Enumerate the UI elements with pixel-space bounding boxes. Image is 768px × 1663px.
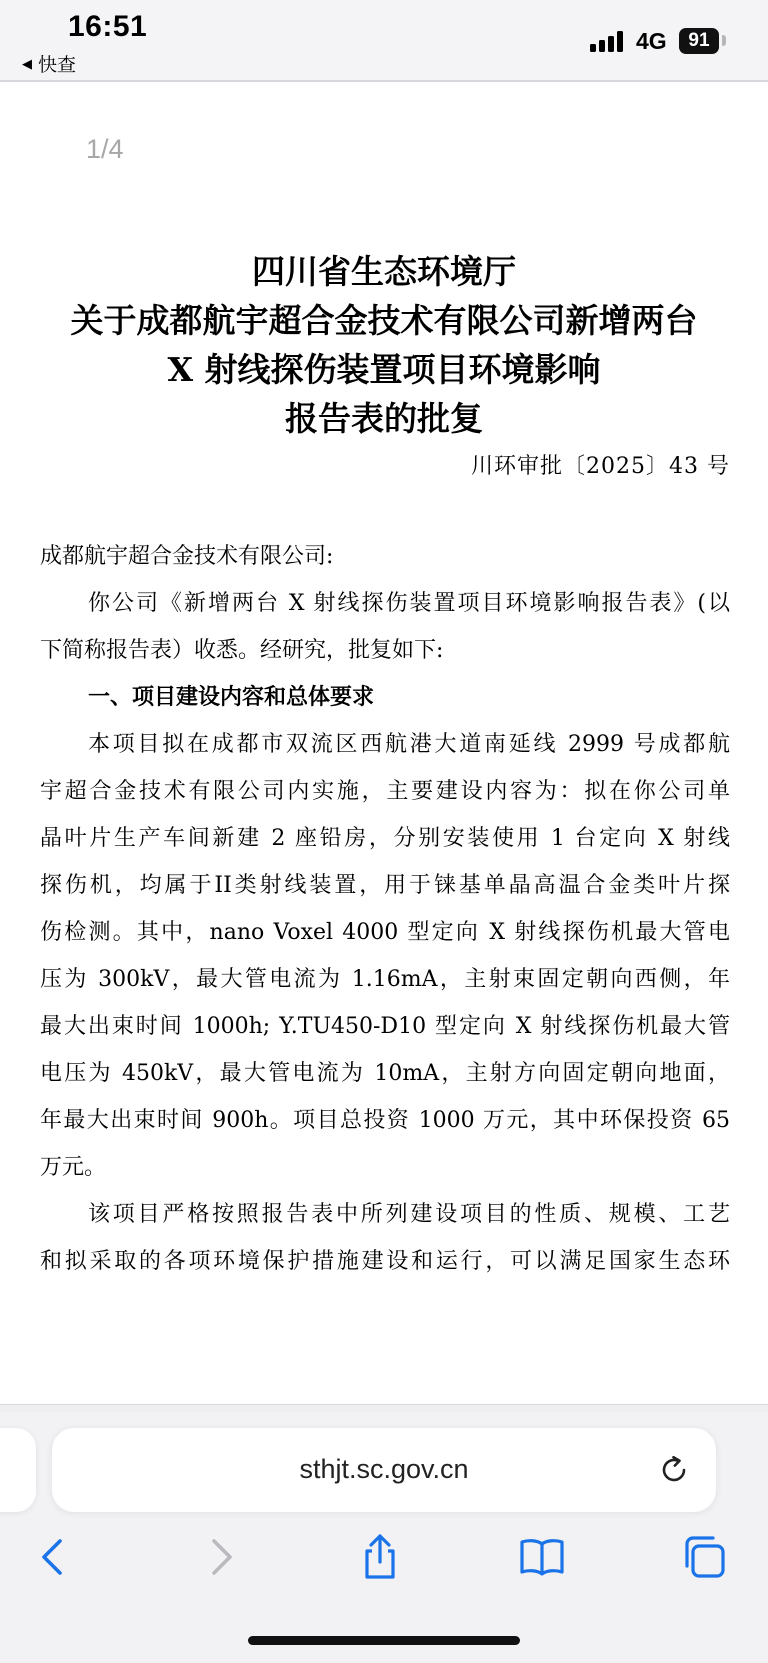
title-line: X 射线探伤装置项目环境影响 bbox=[167, 350, 601, 389]
body-line: 下简称报告表）收悉。经研究，批复如下: bbox=[40, 638, 444, 663]
body-line: 你公司《新增两台 X 射线探伤装置项目环境影响报告表》(以 bbox=[88, 591, 730, 616]
url-text[interactable]: sthjt.sc.gov.cn bbox=[299, 1454, 469, 1484]
document-title bbox=[0, 247, 768, 443]
title-line: 报告表的批复 bbox=[285, 399, 483, 438]
body-line: 最大出束时间 1000h; Y.TU450-D10 型定向 X 射线探伤机最大管 bbox=[40, 1014, 730, 1039]
bookmarks-icon[interactable] bbox=[518, 1533, 566, 1581]
salutation: 成都航宇超合金技术有限公司: bbox=[40, 544, 334, 569]
battery-icon: 91 bbox=[679, 28, 719, 54]
share-icon[interactable] bbox=[356, 1533, 404, 1581]
body-line: 探伤机，均属于II类射线装置，用于铼基单晶高温合金类叶片探 bbox=[40, 873, 730, 898]
title-line: 关于成都航宇超合金技术有限公司新增两台 bbox=[70, 301, 698, 340]
back-to-app-button[interactable] bbox=[22, 50, 76, 77]
battery-cap bbox=[722, 35, 726, 46]
page-counter: 1/4 bbox=[86, 134, 124, 164]
network-type: 4G bbox=[636, 28, 667, 54]
forward-icon[interactable] bbox=[196, 1533, 244, 1581]
back-triangle-icon: ◀ bbox=[22, 55, 32, 71]
document-body bbox=[40, 540, 730, 1292]
reload-icon[interactable] bbox=[658, 1454, 690, 1486]
previous-tab-preview[interactable] bbox=[0, 1428, 36, 1512]
cellular-signal-icon bbox=[590, 30, 626, 52]
back-icon[interactable] bbox=[30, 1533, 78, 1581]
body-line: 该项目严格按照报告表中所列建设项目的性质、规模、工艺 bbox=[88, 1202, 730, 1227]
address-bar[interactable] bbox=[52, 1428, 716, 1512]
back-app-label: 快查 bbox=[38, 55, 77, 76]
body-line: 晶叶片生产车间新建 2 座铅房，分别安装使用 1 台定向 X 射线 bbox=[40, 826, 730, 851]
body-line: 电压为 450kV，最大管电流为 10mA，主射方向固定朝向地面， bbox=[40, 1061, 730, 1086]
home-indicator[interactable] bbox=[248, 1636, 520, 1645]
section-heading: 一、项目建设内容和总体要求 bbox=[88, 685, 375, 710]
title-line: 四川省生态环境厅 bbox=[252, 252, 516, 291]
status-bar bbox=[0, 0, 768, 82]
body-line: 宇超合金技术有限公司内实施，主要建设内容为：拟在你公司单 bbox=[40, 779, 730, 804]
body-line: 年最大出束时间 900h。项目总投资 1000 万元，其中环保投资 65 bbox=[40, 1108, 730, 1133]
status-time: 16:51 bbox=[68, 10, 148, 43]
tabs-icon[interactable] bbox=[680, 1533, 728, 1581]
body-line: 压为 300kV，最大管电流为 1.16mA，主射束固定朝向西侧，年 bbox=[40, 967, 730, 992]
document-number: 川环审批〔2025〕43 号 bbox=[471, 454, 730, 479]
body-line: 伤检测。其中，nano Voxel 4000 型定向 X 射线探伤机最大管电 bbox=[40, 920, 730, 945]
body-line: 万元。 bbox=[40, 1155, 107, 1180]
body-line: 本项目拟在成都市双流区西航港大道南延线 2999 号成都航 bbox=[88, 732, 730, 757]
body-line: 和拟采取的各项环境保护措施建设和运行，可以满足国家生态环 bbox=[40, 1249, 730, 1274]
